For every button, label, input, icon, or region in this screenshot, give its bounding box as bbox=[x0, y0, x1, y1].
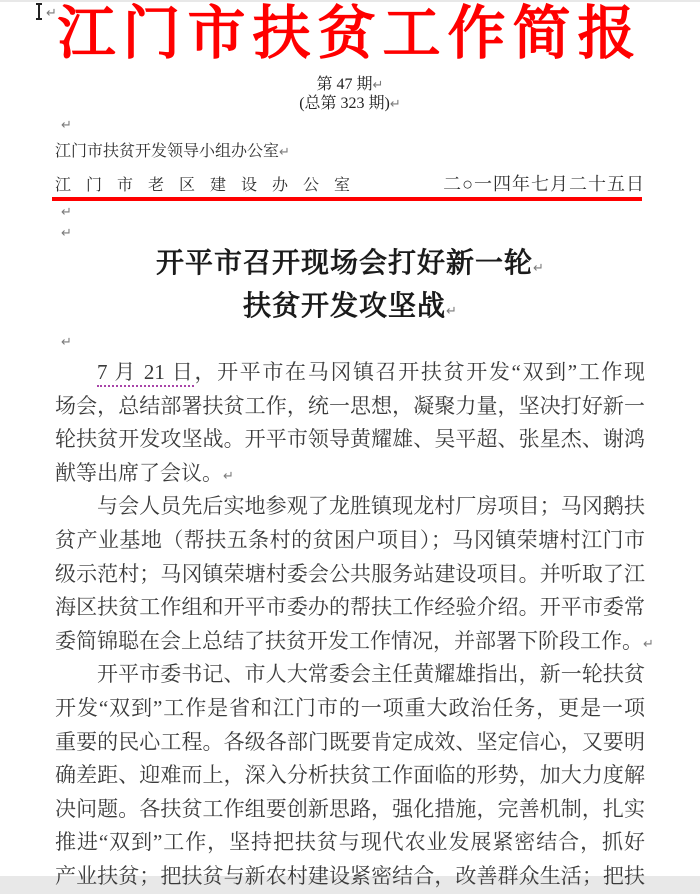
issue-number-line bbox=[55, 76, 645, 95]
paragraph-mark: ↵ bbox=[61, 226, 72, 241]
body-line bbox=[55, 692, 645, 726]
paragraph-mark: ↵ bbox=[533, 261, 544, 276]
empty-line bbox=[55, 222, 645, 243]
article-body bbox=[55, 356, 654, 894]
paragraph-mark: ↵ bbox=[643, 636, 654, 652]
body-text: 与会人员先后实地参观了龙胜镇现龙村厂房项目；马冈鹅扶 bbox=[97, 494, 645, 519]
issuing-org-2: 江门市老区建设办公室 bbox=[55, 177, 366, 194]
body-line bbox=[55, 860, 645, 894]
paragraph-mark: ↵ bbox=[46, 6, 57, 21]
body-text: 轮扶贫开发攻坚战。开平市领导黄耀雄、吴平超、张星杰、谢鸿 bbox=[55, 427, 645, 452]
document-date: 二○一四年七月二十五日 bbox=[443, 174, 645, 194]
paragraph-mark: ↵ bbox=[279, 145, 290, 160]
grammar-underline: 7 月 21 日 bbox=[97, 360, 194, 387]
body-line bbox=[55, 457, 645, 491]
paragraph-mark: ↵ bbox=[389, 97, 401, 112]
article-title-line-1 bbox=[55, 245, 645, 288]
text-cursor bbox=[38, 3, 40, 20]
body-line bbox=[55, 390, 645, 424]
body-line bbox=[55, 490, 645, 524]
body-text: 海区扶贫工作组和开平市委办的帮扶工作经验介绍。开平市委常 bbox=[55, 595, 645, 620]
body-text: 委简锦聪在会上总结了扶贫开发工作情况，并部署下阶段工作。 bbox=[55, 628, 643, 653]
article-title-line-2 bbox=[55, 288, 645, 331]
body-text: 级示范村；马冈镇荣塘村委会公共服务站建设项目。并听取了江 bbox=[55, 561, 645, 586]
empty-line bbox=[55, 114, 645, 135]
empty-line bbox=[55, 201, 645, 222]
body-line bbox=[55, 759, 645, 793]
body-line bbox=[55, 658, 645, 692]
org-date-row bbox=[55, 170, 645, 194]
body-line bbox=[55, 591, 645, 625]
body-text: ，开平市在马冈镇召开扶贫开发“双到”工作现 bbox=[194, 360, 646, 384]
body-text: 开发“双到”工作是省和江门市的一项重大政治任务，更是一项 bbox=[55, 695, 645, 720]
body-text: 重要的民心工程。各级各部门既要肯定成效、坚定信心，又要明 bbox=[55, 729, 645, 754]
body-text: 决问题。各扶贫工作组要创新思路，强化措施，完善机制，扎实 bbox=[55, 796, 645, 821]
issuing-org-1-text: 江门市扶贫开发领导小组办公室 bbox=[55, 143, 280, 160]
document-page bbox=[0, 1, 700, 888]
body-text: 推进“双到”工作，坚持把扶贫与现代农业发展紧密结合，抓好 bbox=[55, 830, 645, 855]
bulletin-title: 江门市扶贫工作简报 bbox=[57, 1, 643, 66]
body-line bbox=[55, 793, 645, 827]
paragraph-mark: ↵ bbox=[446, 304, 457, 319]
body-line bbox=[55, 356, 645, 390]
body-line bbox=[55, 524, 645, 558]
body-line bbox=[55, 826, 645, 860]
body-line bbox=[55, 726, 645, 760]
body-text: 开平市委书记、市人大常委会主任黄耀雄指出，新一轮扶贫 bbox=[97, 662, 645, 687]
body-line bbox=[55, 423, 645, 457]
body-text: 贫产业基地（帮扶五条村的贫困户项目）；马冈镇荣塘村江门市 bbox=[55, 527, 645, 552]
body-line bbox=[55, 558, 645, 592]
paragraph-mark: ↵ bbox=[372, 78, 384, 93]
paragraph-mark: ↵ bbox=[61, 335, 72, 350]
paragraph-mark: ↵ bbox=[223, 468, 234, 484]
body-text: 确差距、迎难而上，深入分析扶贫工作面临的形势，加大力度解 bbox=[55, 763, 645, 788]
issuing-org-1 bbox=[55, 142, 645, 163]
paragraph-mark: ↵ bbox=[61, 118, 72, 133]
article-title-text-2: 扶贫开发攻坚战 bbox=[243, 291, 447, 322]
body-line bbox=[55, 625, 654, 659]
body-text: 产业扶贫；把扶贫与新农村建设紧密结合，改善群众生活；把扶 bbox=[55, 863, 645, 888]
body-text: 猷等出席了会议。 bbox=[55, 460, 223, 485]
body-text: 场会，总结部署扶贫工作，统一思想，凝聚力量，坚决打好新一 bbox=[55, 393, 645, 418]
issue-total: (总第 323 期) bbox=[299, 95, 390, 112]
empty-line bbox=[55, 331, 645, 352]
issue-total-line bbox=[55, 95, 645, 114]
article-title-text-1: 开平市召开现场会打好新一轮 bbox=[156, 248, 534, 279]
issue-number: 第 47 期 bbox=[316, 76, 373, 93]
paragraph-mark: ↵ bbox=[61, 205, 72, 220]
